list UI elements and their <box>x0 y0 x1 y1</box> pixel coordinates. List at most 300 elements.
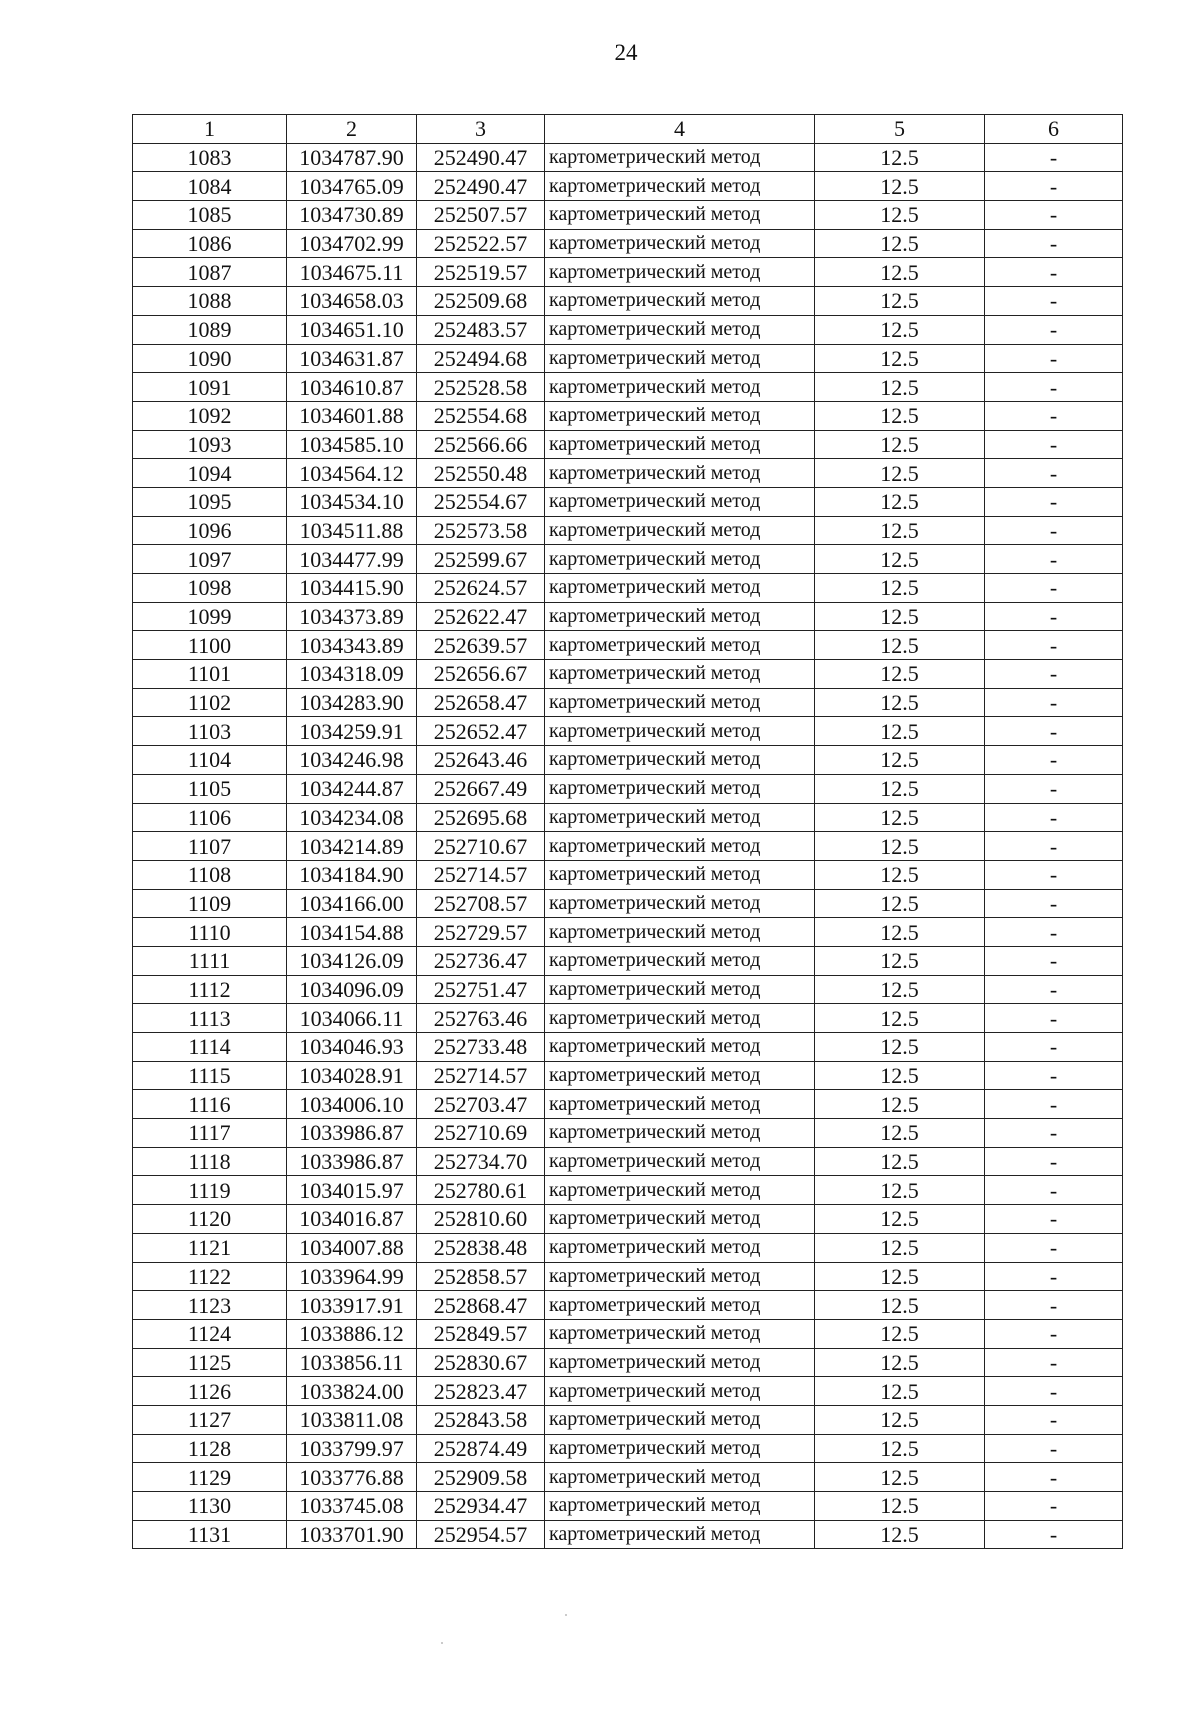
note-cell: - <box>985 459 1123 488</box>
table-row <box>133 1004 1123 1033</box>
method-cell: картометрический метод <box>545 487 815 516</box>
y-coordinate-cell: 252554.67 <box>417 487 545 516</box>
note-cell: - <box>985 1434 1123 1463</box>
note-cell: - <box>985 918 1123 947</box>
method-cell: картометрический метод <box>545 803 815 832</box>
y-coordinate-cell: 252714.57 <box>417 1061 545 1090</box>
x-coordinate-cell: 1033986.87 <box>287 1147 417 1176</box>
table-row <box>133 746 1123 775</box>
x-coordinate-cell: 1034658.03 <box>287 287 417 316</box>
point-number-cell: 1117 <box>133 1119 287 1148</box>
note-cell: - <box>985 1176 1123 1205</box>
point-number-cell: 1121 <box>133 1233 287 1262</box>
y-coordinate-cell: 252763.46 <box>417 1004 545 1033</box>
accuracy-cell: 12.5 <box>815 774 985 803</box>
point-number-cell: 1110 <box>133 918 287 947</box>
x-coordinate-cell: 1034214.89 <box>287 832 417 861</box>
accuracy-cell: 12.5 <box>815 574 985 603</box>
accuracy-cell: 12.5 <box>815 487 985 516</box>
x-coordinate-cell: 1034234.08 <box>287 803 417 832</box>
y-coordinate-cell: 252490.47 <box>417 172 545 201</box>
accuracy-cell: 12.5 <box>815 1463 985 1492</box>
point-number-cell: 1115 <box>133 1061 287 1090</box>
x-coordinate-cell: 1034007.88 <box>287 1233 417 1262</box>
point-number-cell: 1090 <box>133 344 287 373</box>
x-coordinate-cell: 1034066.11 <box>287 1004 417 1033</box>
note-cell: - <box>985 975 1123 1004</box>
note-cell: - <box>985 516 1123 545</box>
method-cell: картометрический метод <box>545 315 815 344</box>
method-cell: картометрический метод <box>545 1176 815 1205</box>
y-coordinate-cell: 252667.49 <box>417 774 545 803</box>
y-coordinate-cell: 252874.49 <box>417 1434 545 1463</box>
accuracy-cell: 12.5 <box>815 1119 985 1148</box>
accuracy-cell: 12.5 <box>815 1492 985 1521</box>
y-coordinate-cell: 252823.47 <box>417 1377 545 1406</box>
point-number-cell: 1104 <box>133 746 287 775</box>
y-coordinate-cell: 252751.47 <box>417 975 545 1004</box>
x-coordinate-cell: 1034702.99 <box>287 229 417 258</box>
y-coordinate-cell: 252736.47 <box>417 946 545 975</box>
y-coordinate-cell: 252566.66 <box>417 430 545 459</box>
x-coordinate-cell: 1034015.97 <box>287 1176 417 1205</box>
note-cell: - <box>985 344 1123 373</box>
scan-speck <box>565 1614 567 1616</box>
x-coordinate-cell: 1034166.00 <box>287 889 417 918</box>
method-cell: картометрический метод <box>545 258 815 287</box>
point-number-cell: 1087 <box>133 258 287 287</box>
point-number-cell: 1098 <box>133 574 287 603</box>
x-coordinate-cell: 1033856.11 <box>287 1348 417 1377</box>
note-cell: - <box>985 1463 1123 1492</box>
x-coordinate-cell: 1034765.09 <box>287 172 417 201</box>
point-number-cell: 1102 <box>133 688 287 717</box>
accuracy-cell: 12.5 <box>815 287 985 316</box>
point-number-cell: 1116 <box>133 1090 287 1119</box>
header-cell: 4 <box>545 115 815 144</box>
note-cell: - <box>985 401 1123 430</box>
method-cell: картометрический метод <box>545 287 815 316</box>
note-cell: - <box>985 1090 1123 1119</box>
table-row <box>133 1434 1123 1463</box>
accuracy-cell: 12.5 <box>815 344 985 373</box>
y-coordinate-cell: 252780.61 <box>417 1176 545 1205</box>
y-coordinate-cell: 252599.67 <box>417 545 545 574</box>
x-coordinate-cell: 1034477.99 <box>287 545 417 574</box>
method-cell: картометрический метод <box>545 1033 815 1062</box>
method-cell: картометрический метод <box>545 774 815 803</box>
y-coordinate-cell: 252838.48 <box>417 1233 545 1262</box>
x-coordinate-cell: 1034126.09 <box>287 946 417 975</box>
x-coordinate-cell: 1033917.91 <box>287 1291 417 1320</box>
method-cell: картометрический метод <box>545 889 815 918</box>
y-coordinate-cell: 252830.67 <box>417 1348 545 1377</box>
point-number-cell: 1103 <box>133 717 287 746</box>
point-number-cell: 1095 <box>133 487 287 516</box>
x-coordinate-cell: 1034511.88 <box>287 516 417 545</box>
x-coordinate-cell: 1034610.87 <box>287 373 417 402</box>
header-cell: 2 <box>287 115 417 144</box>
note-cell: - <box>985 258 1123 287</box>
y-coordinate-cell: 252483.57 <box>417 315 545 344</box>
x-coordinate-cell: 1034184.90 <box>287 860 417 889</box>
method-cell: картометрический метод <box>545 1205 815 1234</box>
y-coordinate-cell: 252550.48 <box>417 459 545 488</box>
x-coordinate-cell: 1034259.91 <box>287 717 417 746</box>
method-cell: картометрический метод <box>545 172 815 201</box>
point-number-cell: 1113 <box>133 1004 287 1033</box>
note-cell: - <box>985 660 1123 689</box>
method-cell: картометрический метод <box>545 1377 815 1406</box>
note-cell: - <box>985 717 1123 746</box>
point-number-cell: 1127 <box>133 1405 287 1434</box>
note-cell: - <box>985 1319 1123 1348</box>
note-cell: - <box>985 832 1123 861</box>
accuracy-cell: 12.5 <box>815 1377 985 1406</box>
note-cell: - <box>985 774 1123 803</box>
accuracy-cell: 12.5 <box>815 946 985 975</box>
accuracy-cell: 12.5 <box>815 889 985 918</box>
point-number-cell: 1130 <box>133 1492 287 1521</box>
x-coordinate-cell: 1034564.12 <box>287 459 417 488</box>
y-coordinate-cell: 252954.57 <box>417 1520 545 1549</box>
point-number-cell: 1085 <box>133 201 287 230</box>
method-cell: картометрический метод <box>545 1492 815 1521</box>
y-coordinate-cell: 252843.58 <box>417 1405 545 1434</box>
accuracy-cell: 12.5 <box>815 688 985 717</box>
table-row <box>133 975 1123 1004</box>
note-cell: - <box>985 688 1123 717</box>
accuracy-cell: 12.5 <box>815 1061 985 1090</box>
x-coordinate-cell: 1034730.89 <box>287 201 417 230</box>
x-coordinate-cell: 1034096.09 <box>287 975 417 1004</box>
table-row <box>133 1090 1123 1119</box>
accuracy-cell: 12.5 <box>815 430 985 459</box>
y-coordinate-cell: 252710.69 <box>417 1119 545 1148</box>
note-cell: - <box>985 803 1123 832</box>
x-coordinate-cell: 1034244.87 <box>287 774 417 803</box>
method-cell: картометрический метод <box>545 688 815 717</box>
point-number-cell: 1092 <box>133 401 287 430</box>
accuracy-cell: 12.5 <box>815 201 985 230</box>
note-cell: - <box>985 430 1123 459</box>
y-coordinate-cell: 252652.47 <box>417 717 545 746</box>
accuracy-cell: 12.5 <box>815 1090 985 1119</box>
point-number-cell: 1125 <box>133 1348 287 1377</box>
method-cell: картометрический метод <box>545 832 815 861</box>
x-coordinate-cell: 1033811.08 <box>287 1405 417 1434</box>
y-coordinate-cell: 252868.47 <box>417 1291 545 1320</box>
note-cell: - <box>985 860 1123 889</box>
y-coordinate-cell: 252708.57 <box>417 889 545 918</box>
accuracy-cell: 12.5 <box>815 1004 985 1033</box>
method-cell: картометрический метод <box>545 401 815 430</box>
table-row <box>133 860 1123 889</box>
method-cell: картометрический метод <box>545 545 815 574</box>
accuracy-cell: 12.5 <box>815 229 985 258</box>
method-cell: картометрический метод <box>545 1061 815 1090</box>
table-row <box>133 1405 1123 1434</box>
y-coordinate-cell: 252643.46 <box>417 746 545 775</box>
y-coordinate-cell: 252934.47 <box>417 1492 545 1521</box>
table-row <box>133 1262 1123 1291</box>
point-number-cell: 1106 <box>133 803 287 832</box>
x-coordinate-cell: 1034585.10 <box>287 430 417 459</box>
table-row <box>133 1520 1123 1549</box>
method-cell: картометрический метод <box>545 1520 815 1549</box>
x-coordinate-cell: 1034601.88 <box>287 401 417 430</box>
x-coordinate-cell: 1033799.97 <box>287 1434 417 1463</box>
x-coordinate-cell: 1034415.90 <box>287 574 417 603</box>
y-coordinate-cell: 252519.57 <box>417 258 545 287</box>
accuracy-cell: 12.5 <box>815 315 985 344</box>
note-cell: - <box>985 172 1123 201</box>
header-cell: 6 <box>985 115 1123 144</box>
accuracy-cell: 12.5 <box>815 803 985 832</box>
method-cell: картометрический метод <box>545 860 815 889</box>
method-cell: картометрический метод <box>545 373 815 402</box>
table-row <box>133 201 1123 230</box>
table-row <box>133 143 1123 172</box>
y-coordinate-cell: 252714.57 <box>417 860 545 889</box>
table-row <box>133 832 1123 861</box>
table-row <box>133 1205 1123 1234</box>
table-row <box>133 487 1123 516</box>
y-coordinate-cell: 252734.70 <box>417 1147 545 1176</box>
method-cell: картометрический метод <box>545 1090 815 1119</box>
point-number-cell: 1105 <box>133 774 287 803</box>
note-cell: - <box>985 889 1123 918</box>
table-row <box>133 774 1123 803</box>
y-coordinate-cell: 252507.57 <box>417 201 545 230</box>
point-number-cell: 1093 <box>133 430 287 459</box>
y-coordinate-cell: 252656.67 <box>417 660 545 689</box>
point-number-cell: 1120 <box>133 1205 287 1234</box>
table-row <box>133 516 1123 545</box>
x-coordinate-cell: 1034283.90 <box>287 688 417 717</box>
y-coordinate-cell: 252703.47 <box>417 1090 545 1119</box>
note-cell: - <box>985 1233 1123 1262</box>
note-cell: - <box>985 746 1123 775</box>
x-coordinate-cell: 1034154.88 <box>287 918 417 947</box>
point-number-cell: 1108 <box>133 860 287 889</box>
point-number-cell: 1086 <box>133 229 287 258</box>
table-row <box>133 1061 1123 1090</box>
y-coordinate-cell: 252909.58 <box>417 1463 545 1492</box>
y-coordinate-cell: 252695.68 <box>417 803 545 832</box>
table-row <box>133 660 1123 689</box>
accuracy-cell: 12.5 <box>815 1262 985 1291</box>
table-row <box>133 1463 1123 1492</box>
accuracy-cell: 12.5 <box>815 746 985 775</box>
accuracy-cell: 12.5 <box>815 1405 985 1434</box>
point-number-cell: 1101 <box>133 660 287 689</box>
x-coordinate-cell: 1033964.99 <box>287 1262 417 1291</box>
method-cell: картометрический метод <box>545 1262 815 1291</box>
point-number-cell: 1111 <box>133 946 287 975</box>
table-row <box>133 1348 1123 1377</box>
accuracy-cell: 12.5 <box>815 373 985 402</box>
accuracy-cell: 12.5 <box>815 1233 985 1262</box>
x-coordinate-cell: 1034373.89 <box>287 602 417 631</box>
x-coordinate-cell: 1034675.11 <box>287 258 417 287</box>
point-number-cell: 1118 <box>133 1147 287 1176</box>
point-number-cell: 1109 <box>133 889 287 918</box>
method-cell: картометрический метод <box>545 1291 815 1320</box>
table-row <box>133 946 1123 975</box>
y-coordinate-cell: 252573.58 <box>417 516 545 545</box>
table-row <box>133 574 1123 603</box>
point-number-cell: 1112 <box>133 975 287 1004</box>
table-row <box>133 401 1123 430</box>
note-cell: - <box>985 631 1123 660</box>
header-row <box>133 115 1123 144</box>
method-cell: картометрический метод <box>545 918 815 947</box>
y-coordinate-cell: 252522.57 <box>417 229 545 258</box>
method-cell: картометрический метод <box>545 1463 815 1492</box>
table-row <box>133 430 1123 459</box>
point-number-cell: 1083 <box>133 143 287 172</box>
y-coordinate-cell: 252858.57 <box>417 1262 545 1291</box>
accuracy-cell: 12.5 <box>815 860 985 889</box>
table-row <box>133 229 1123 258</box>
x-coordinate-cell: 1034016.87 <box>287 1205 417 1234</box>
x-coordinate-cell: 1034534.10 <box>287 487 417 516</box>
accuracy-cell: 12.5 <box>815 631 985 660</box>
scan-speck <box>441 1642 443 1644</box>
table-row <box>133 602 1123 631</box>
method-cell: картометрический метод <box>545 201 815 230</box>
x-coordinate-cell: 1034006.10 <box>287 1090 417 1119</box>
point-number-cell: 1122 <box>133 1262 287 1291</box>
header-cell: 5 <box>815 115 985 144</box>
table-row <box>133 918 1123 947</box>
table-row <box>133 344 1123 373</box>
point-number-cell: 1096 <box>133 516 287 545</box>
note-cell: - <box>985 1262 1123 1291</box>
table-row <box>133 258 1123 287</box>
accuracy-cell: 12.5 <box>815 1520 985 1549</box>
method-cell: картометрический метод <box>545 1348 815 1377</box>
accuracy-cell: 12.5 <box>815 1205 985 1234</box>
note-cell: - <box>985 1492 1123 1521</box>
x-coordinate-cell: 1033745.08 <box>287 1492 417 1521</box>
x-coordinate-cell: 1034028.91 <box>287 1061 417 1090</box>
y-coordinate-cell: 252658.47 <box>417 688 545 717</box>
note-cell: - <box>985 1004 1123 1033</box>
method-cell: картометрический метод <box>545 1434 815 1463</box>
method-cell: картометрический метод <box>545 1319 815 1348</box>
table-row <box>133 1033 1123 1062</box>
note-cell: - <box>985 1033 1123 1062</box>
note-cell: - <box>985 1119 1123 1148</box>
note-cell: - <box>985 1405 1123 1434</box>
accuracy-cell: 12.5 <box>815 1147 985 1176</box>
method-cell: картометрический метод <box>545 143 815 172</box>
accuracy-cell: 12.5 <box>815 975 985 1004</box>
method-cell: картометрический метод <box>545 717 815 746</box>
table-row <box>133 1377 1123 1406</box>
y-coordinate-cell: 252639.57 <box>417 631 545 660</box>
note-cell: - <box>985 487 1123 516</box>
x-coordinate-cell: 1034046.93 <box>287 1033 417 1062</box>
accuracy-cell: 12.5 <box>815 660 985 689</box>
y-coordinate-cell: 252624.57 <box>417 574 545 603</box>
point-number-cell: 1107 <box>133 832 287 861</box>
accuracy-cell: 12.5 <box>815 516 985 545</box>
point-number-cell: 1123 <box>133 1291 287 1320</box>
accuracy-cell: 12.5 <box>815 1033 985 1062</box>
x-coordinate-cell: 1033776.88 <box>287 1463 417 1492</box>
accuracy-cell: 12.5 <box>815 545 985 574</box>
note-cell: - <box>985 143 1123 172</box>
accuracy-cell: 12.5 <box>815 258 985 287</box>
table-row <box>133 315 1123 344</box>
y-coordinate-cell: 252622.47 <box>417 602 545 631</box>
accuracy-cell: 12.5 <box>815 143 985 172</box>
point-number-cell: 1084 <box>133 172 287 201</box>
table-row <box>133 1119 1123 1148</box>
point-number-cell: 1126 <box>133 1377 287 1406</box>
method-cell: картометрический метод <box>545 516 815 545</box>
point-number-cell: 1091 <box>133 373 287 402</box>
method-cell: картометрический метод <box>545 1147 815 1176</box>
method-cell: картометрический метод <box>545 430 815 459</box>
y-coordinate-cell: 252554.68 <box>417 401 545 430</box>
table-row <box>133 631 1123 660</box>
method-cell: картометрический метод <box>545 746 815 775</box>
accuracy-cell: 12.5 <box>815 1434 985 1463</box>
method-cell: картометрический метод <box>545 1004 815 1033</box>
point-number-cell: 1131 <box>133 1520 287 1549</box>
accuracy-cell: 12.5 <box>815 1291 985 1320</box>
y-coordinate-cell: 252729.57 <box>417 918 545 947</box>
y-coordinate-cell: 252494.68 <box>417 344 545 373</box>
page-number: 24 <box>614 40 638 65</box>
table-row <box>133 459 1123 488</box>
table-row <box>133 287 1123 316</box>
table-row <box>133 373 1123 402</box>
note-cell: - <box>985 946 1123 975</box>
method-cell: картометрический метод <box>545 1233 815 1262</box>
point-number-cell: 1128 <box>133 1434 287 1463</box>
point-number-cell: 1119 <box>133 1176 287 1205</box>
method-cell: картометрический метод <box>545 1119 815 1148</box>
method-cell: картометрический метод <box>545 660 815 689</box>
table-body <box>133 143 1123 1549</box>
method-cell: картометрический метод <box>545 229 815 258</box>
table-row <box>133 1176 1123 1205</box>
point-number-cell: 1099 <box>133 602 287 631</box>
y-coordinate-cell: 252528.58 <box>417 373 545 402</box>
table-row <box>133 889 1123 918</box>
note-cell: - <box>985 315 1123 344</box>
note-cell: - <box>985 229 1123 258</box>
note-cell: - <box>985 373 1123 402</box>
table-row <box>133 1147 1123 1176</box>
point-number-cell: 1097 <box>133 545 287 574</box>
y-coordinate-cell: 252733.48 <box>417 1033 545 1062</box>
point-number-cell: 1129 <box>133 1463 287 1492</box>
note-cell: - <box>985 287 1123 316</box>
accuracy-cell: 12.5 <box>815 918 985 947</box>
method-cell: картометрический метод <box>545 946 815 975</box>
accuracy-cell: 12.5 <box>815 602 985 631</box>
accuracy-cell: 12.5 <box>815 401 985 430</box>
x-coordinate-cell: 1034246.98 <box>287 746 417 775</box>
x-coordinate-cell: 1034318.09 <box>287 660 417 689</box>
point-number-cell: 1114 <box>133 1033 287 1062</box>
